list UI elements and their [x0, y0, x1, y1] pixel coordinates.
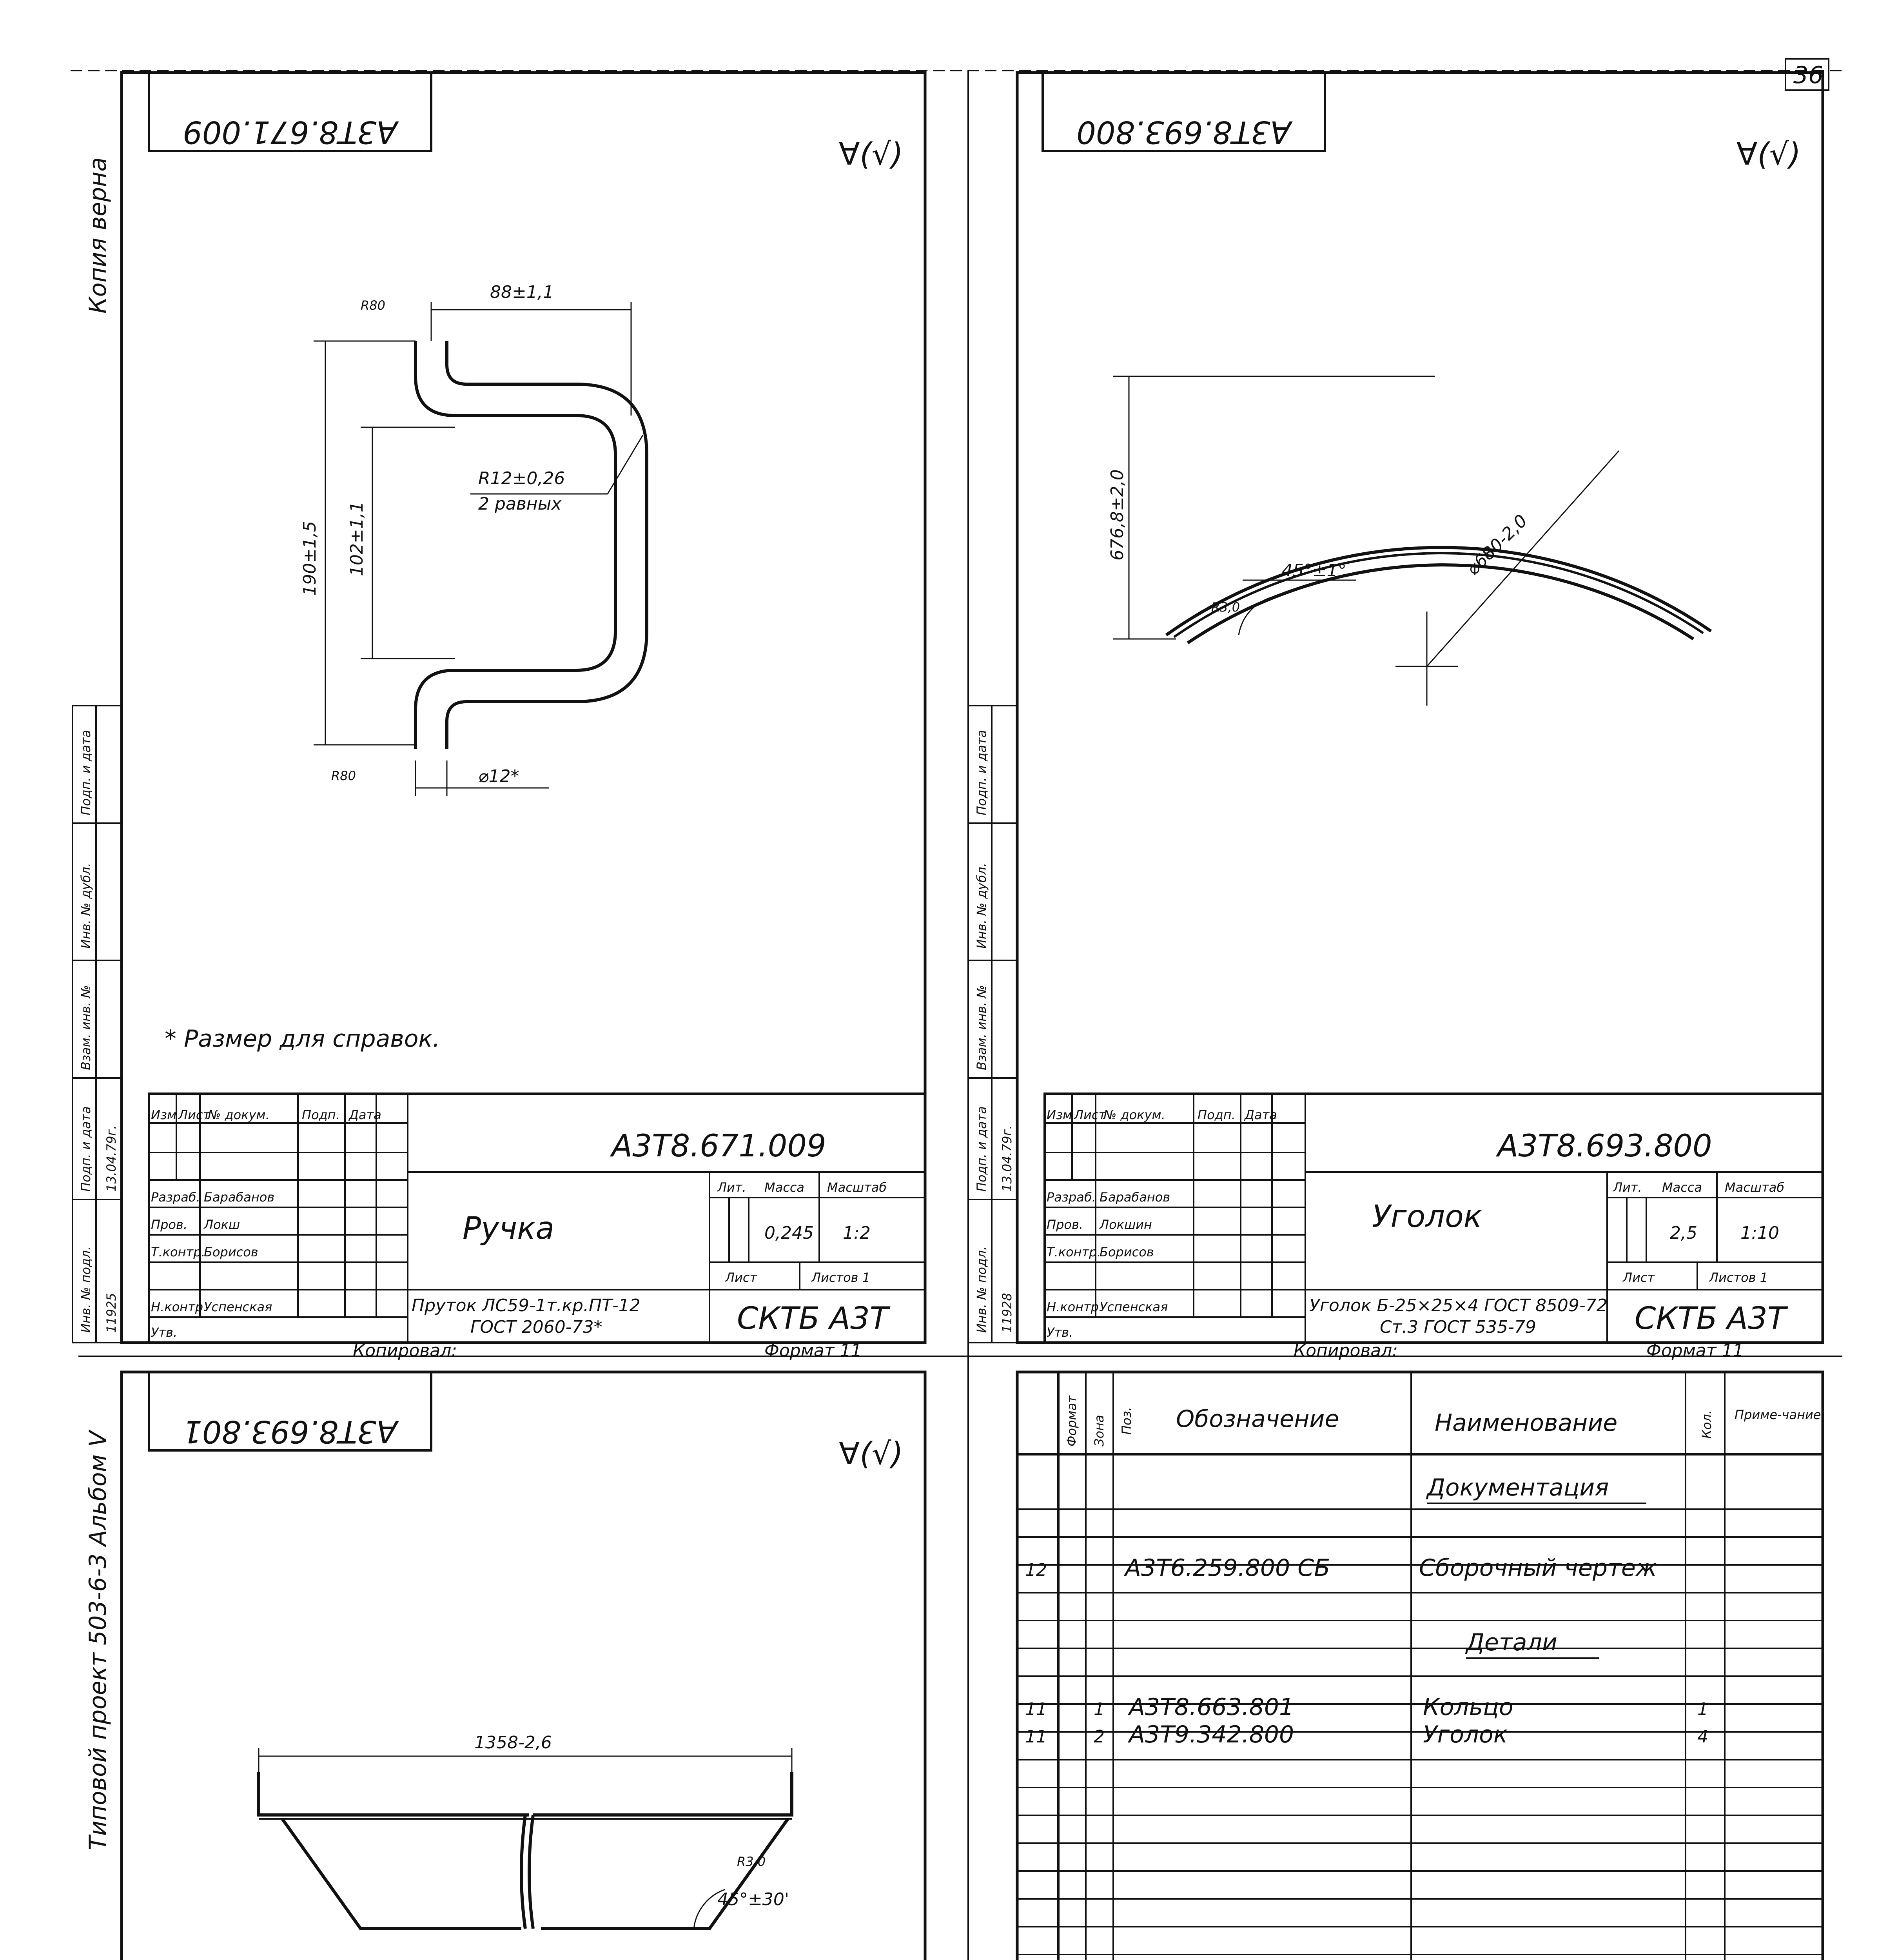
org: СКТБ А3Т — [1635, 1301, 1786, 1336]
frame-bottom-left — [122, 1372, 925, 1960]
stamp-col-sign-date: Подп. и дата — [78, 730, 93, 815]
role-approve: Утв. — [151, 1325, 178, 1340]
stamp-col-dup: Инв. № дубл. — [78, 863, 93, 949]
mass-value: 0,245 — [764, 1223, 814, 1243]
name-tcontrol: Борисов — [204, 1245, 258, 1259]
sheet-handle — [73, 73, 925, 1361]
hdr-izm: Изм — [1047, 1107, 1072, 1122]
role-tcontrol: Т.контр. — [151, 1245, 205, 1259]
title-material-1: Пруток ЛС59-1т.кр.ПТ-12 — [412, 1296, 641, 1316]
hdr-date: Дата — [1245, 1107, 1277, 1122]
sheet-label: Лист — [1623, 1270, 1655, 1285]
role-check: Пров. — [151, 1217, 187, 1232]
hdr-list: Лист — [1074, 1107, 1106, 1122]
title-name: Ручка — [463, 1211, 555, 1246]
dim-inner-height: 102±1,1 — [347, 501, 367, 576]
lit-label: Лит. — [717, 1180, 746, 1195]
dim-length: 88±1,1 — [490, 282, 554, 302]
stamp-col-replace: Взам. инв. № — [974, 985, 989, 1070]
dim-angle: 45°±1° — [1282, 561, 1346, 581]
role-tcontrol: Т.контр. — [1047, 1245, 1101, 1259]
copied: Копировал: — [1294, 1341, 1398, 1361]
spec-row-2-format: 12 — [1025, 1560, 1047, 1580]
role-approve: Утв. — [1047, 1325, 1073, 1340]
hdr-sign: Подп. — [302, 1107, 340, 1122]
spec-row-4-qty: 1 — [1697, 1699, 1708, 1719]
hdr-doc: № докум. — [1103, 1107, 1165, 1122]
dim-radius-note: 2 равных — [478, 494, 562, 514]
stamp-col-inv: Инв. № подл. — [974, 1246, 989, 1333]
title-material-2: Ст.3 ГОСТ 535-79 — [1380, 1317, 1536, 1337]
dim-angle: 45°±30' — [717, 1889, 789, 1909]
mass-value: 2,5 — [1670, 1223, 1697, 1243]
spec-row-5-code: А3Т9.342.800 — [1129, 1721, 1294, 1748]
dim-radius: R12±0,26 — [478, 468, 565, 488]
spec-hdr-format: Формат — [1064, 1396, 1079, 1446]
note-reference: * Размер для справок. — [165, 1025, 440, 1053]
name-check: Локш — [204, 1217, 240, 1232]
spec-row-2-code: А3Т6.259.800 СБ — [1125, 1554, 1330, 1582]
spec-hdr-qty: Кол. — [1699, 1410, 1714, 1439]
stamp-col-sign: Подп. и дата — [974, 1106, 989, 1192]
surface-mark: ∀(√) — [839, 137, 903, 172]
title-material-1: Уголок Б-25×25×4 ГОСТ 8509-72 — [1309, 1296, 1608, 1316]
hdr-doc: № докум. — [208, 1107, 270, 1122]
title-designation: А3Т8.671.009 — [611, 1129, 826, 1164]
dim-roughness: R3,0 — [737, 1854, 766, 1869]
spec-hdr-code: Обозначение — [1176, 1405, 1339, 1433]
stamp-col-sign: Подп. и дата — [78, 1106, 93, 1192]
mass-label: Масса — [764, 1180, 805, 1195]
stamp-date-note: 13.04.79г. — [1000, 1125, 1014, 1192]
scale-label: Масштаб — [1725, 1180, 1785, 1195]
stamp-col-dup: Инв. № дубл. — [974, 863, 989, 949]
dim-roughness-bottom: R80 — [331, 768, 356, 783]
spec-row-4-pos: 1 — [1094, 1699, 1105, 1719]
stamp-col-replace: Взам. инв. № — [78, 985, 93, 1070]
title-material-2: ГОСТ 2060-73* — [470, 1317, 602, 1337]
title-name: Уголок — [1372, 1199, 1482, 1234]
arc-inner — [1188, 565, 1693, 643]
spec-row-4-name: Кольцо — [1423, 1693, 1513, 1721]
corner-code: А3Т8.671.009 — [183, 114, 397, 149]
role-dev: Разраб. — [151, 1190, 200, 1205]
title-designation: А3Т8.693.800 — [1497, 1129, 1712, 1164]
spec-hdr-zone: Зона — [1092, 1415, 1107, 1446]
spec-hdr-note: Приме-чание — [1735, 1407, 1821, 1422]
scale-value: 1:2 — [843, 1223, 871, 1243]
spec-row-5-format: 11 — [1025, 1727, 1047, 1747]
dim-height: 676,8±2,0 — [1107, 469, 1127, 561]
name-check: Локшин — [1100, 1217, 1152, 1232]
dim-roughness-top: R80 — [361, 298, 385, 313]
stamp-col-sign-date: Подп. и дата — [974, 730, 989, 815]
name-ncontrol: Успенская — [204, 1299, 272, 1314]
role-ncontrol: Н.контр. — [151, 1299, 207, 1314]
name-ncontrol: Успенская — [1100, 1299, 1168, 1314]
handle-outer — [416, 341, 615, 749]
dim-diameter: ⌀680-2,0 — [1463, 510, 1531, 579]
name-dev: Барабанов — [1100, 1190, 1170, 1205]
dim-diameter: ⌀12* — [478, 766, 519, 786]
spec-row-5-pos: 2 — [1094, 1727, 1105, 1747]
stamp-inv-number: 11925 — [104, 1293, 119, 1333]
spec-row-4-format: 11 — [1025, 1699, 1047, 1719]
dim-length: 1358-2,6 — [474, 1733, 552, 1753]
copied: Копировал: — [353, 1341, 457, 1361]
sheet-angle-ring — [968, 73, 1823, 1361]
spec-row-2-name: Сборочный чертеж — [1419, 1554, 1657, 1582]
spec-row-5-name: Уголок — [1423, 1721, 1508, 1748]
dim-roughness: R3,0 — [1211, 600, 1240, 615]
sheets-label: Листов 1 — [811, 1270, 871, 1285]
hdr-izm: Изм — [151, 1107, 177, 1122]
side-label-bottom: Типовой проект 503-6-3 Альбом V — [84, 1430, 112, 1850]
page-number: 36 — [1793, 62, 1824, 89]
angle-dimension-lines — [259, 1748, 792, 1929]
side-label-top: Копия верна — [84, 157, 112, 314]
mass-label: Масса — [1662, 1180, 1702, 1195]
sheet-label: Лист — [725, 1270, 757, 1285]
corner-code: А3Т8.693.800 — [1076, 114, 1291, 149]
spec-row-5-qty: 4 — [1697, 1727, 1708, 1747]
role-check: Пров. — [1047, 1217, 1083, 1232]
angle-part — [259, 1772, 792, 1929]
spec-row-3-name: Детали — [1466, 1629, 1557, 1656]
format: Формат 11 — [764, 1341, 862, 1361]
spec-hdr-pos: Поз. — [1119, 1407, 1134, 1435]
stamp-col-inv: Инв. № подл. — [78, 1246, 93, 1333]
hdr-sign: Подп. — [1198, 1107, 1236, 1122]
role-ncontrol: Н.контр. — [1047, 1299, 1103, 1314]
sheets-label: Листов 1 — [1709, 1270, 1768, 1285]
role-dev: Разраб. — [1047, 1190, 1096, 1205]
spec-row-4-code: А3Т8.663.801 — [1129, 1693, 1294, 1721]
arc-dimension-lines — [1113, 376, 1619, 706]
hdr-list: Лист — [178, 1107, 210, 1122]
lit-label: Лит. — [1613, 1180, 1642, 1195]
spec-row-1-name: Документация — [1427, 1474, 1609, 1501]
surface-mark: ∀(√) — [839, 1436, 903, 1472]
hdr-date: Дата — [349, 1107, 381, 1122]
surface-mark: ∀(√) — [1737, 137, 1801, 172]
org: СКТБ А3Т — [737, 1301, 889, 1336]
sheet-specification — [968, 1372, 1823, 1960]
dim-height: 190±1,5 — [300, 521, 320, 596]
spec-hdr-name: Наименование — [1435, 1409, 1618, 1437]
scale-value: 1:10 — [1740, 1223, 1779, 1243]
sheet-angle-straight — [73, 1372, 925, 1960]
format: Формат 11 — [1646, 1341, 1744, 1361]
corner-code: А3Т8.693.801 — [183, 1414, 397, 1449]
stamp-date-note: 13.04.79г. — [104, 1125, 119, 1192]
name-dev: Барабанов — [204, 1190, 275, 1205]
name-tcontrol: Борисов — [1100, 1245, 1154, 1259]
stamp-inv-number: 11928 — [1000, 1293, 1014, 1333]
scale-label: Масштаб — [827, 1180, 887, 1195]
